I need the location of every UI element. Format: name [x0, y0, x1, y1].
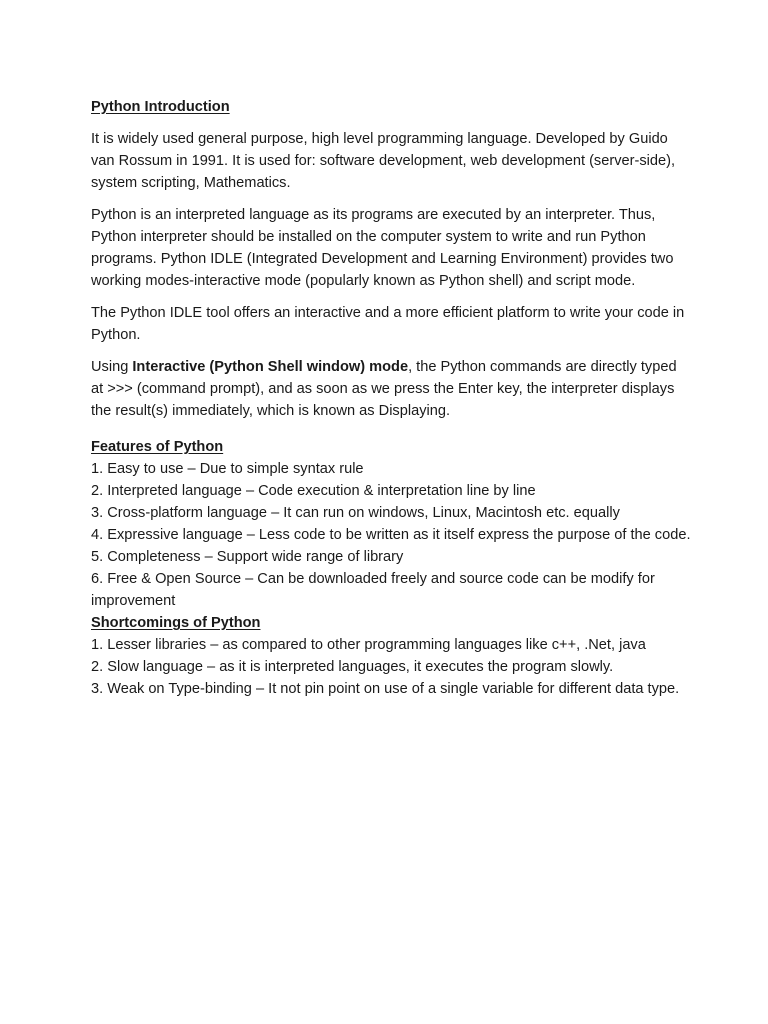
feature-item: 3. Cross-platform language – It can run on windows, Linux, Macintosh etc. equally	[91, 505, 620, 521]
interactive-suffix: , the Python commands are directly typed at >>> (command prompt), and as soon as we press the Enter key, the interpreter displays the result(s) immediately, which is known as Displaying.	[91, 359, 677, 419]
shortcoming-item: 2. Slow language – as it is interpreted languages, it executes the program slowly.	[91, 659, 614, 675]
features-list	[91, 458, 691, 612]
paragraph-idle: The Python IDLE tool offers an interactive and a more efficient platform to write your code in Python.	[91, 305, 685, 343]
feature-item: 2. Interpreted language – Code execution & interpretation line by line	[91, 483, 536, 499]
feature-item: 1. Easy to use – Due to simple syntax rule	[91, 461, 364, 477]
paragraph-interactive-mode	[91, 356, 691, 422]
feature-item: 6. Free & Open Source – Can be downloaded freely and source code can be modify for improvement	[91, 571, 655, 609]
shortcomings-list	[91, 634, 691, 700]
paragraph-intro: It is widely used general purpose, high level programming language. Developed by Guido van Rossum in 1991. It is used for: software development, web development (server-side), system scripting, Mathematics.	[91, 131, 676, 191]
interactive-prefix: Using	[91, 359, 133, 375]
shortcoming-item: 1. Lesser libraries – as compared to other programming languages like c++, .Net, java	[91, 637, 646, 653]
feature-item: 4. Expressive language – Less code to be written as it itself express the purpose of the code.	[91, 527, 691, 543]
document-title: Python Introduction	[91, 99, 230, 115]
shortcomings-heading: Shortcomings of Python	[91, 615, 261, 631]
shortcoming-item: 3. Weak on Type-binding – It not pin point on use of a single variable for different data type.	[91, 681, 680, 697]
interactive-mode-bold: Interactive (Python Shell window) mode	[132, 359, 409, 375]
feature-item: 5. Completeness – Support wide range of library	[91, 549, 404, 565]
paragraph-interpreter: Python is an interpreted language as its programs are executed by an interpreter. Thus, Python interpreter should be installed on the computer system to write and run Python programs. Python IDLE (Integrated Development and Learning Environment) provides two working modes-interactive mode (popularly known as Python shell) and script mode.	[91, 207, 674, 289]
document-page	[91, 96, 691, 700]
features-heading: Features of Python	[91, 439, 224, 455]
